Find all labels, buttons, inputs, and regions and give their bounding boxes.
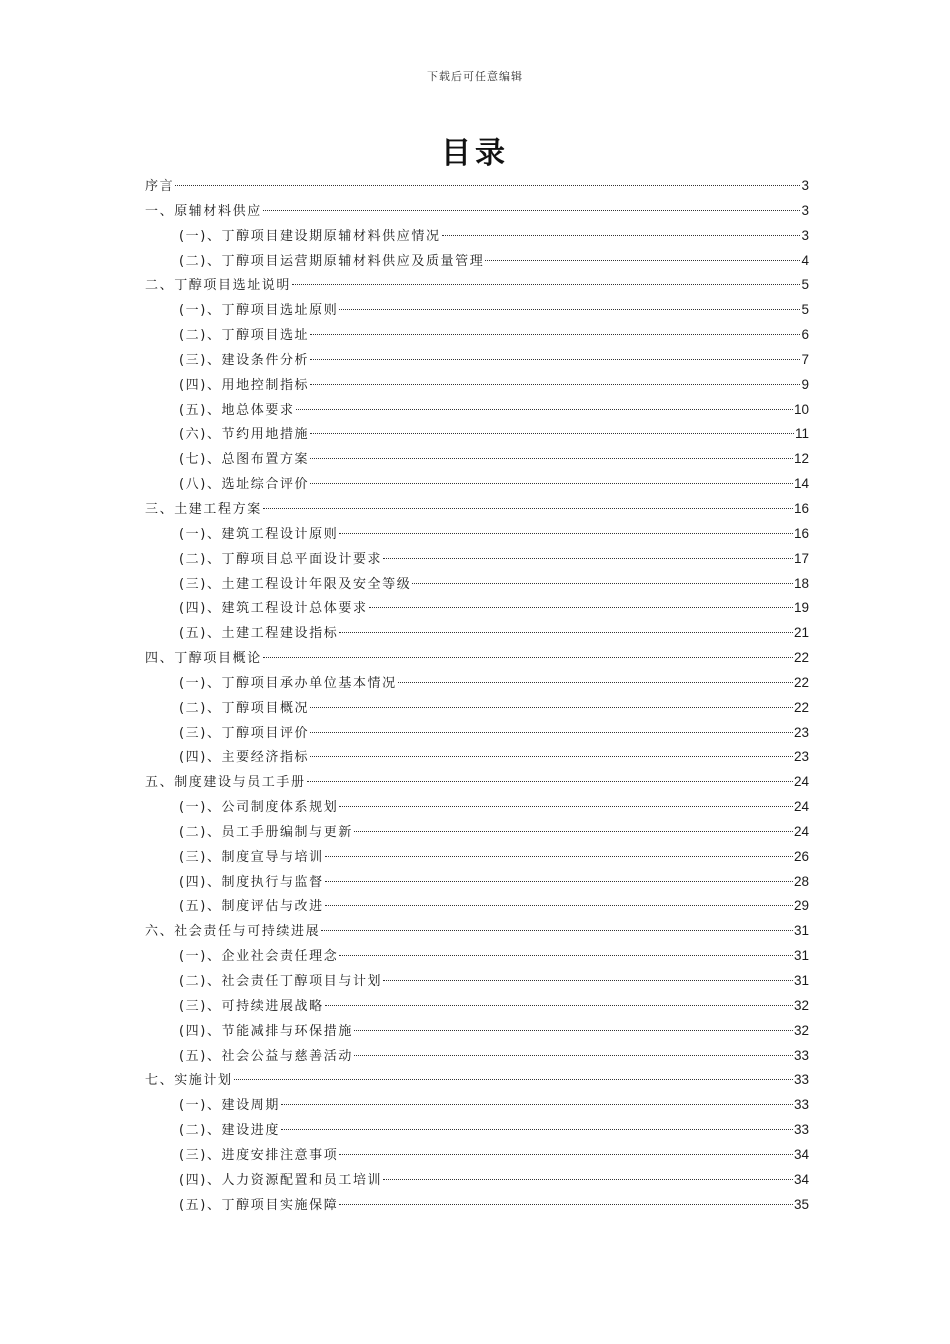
toc-section-entry[interactable] bbox=[145, 621, 809, 646]
toc-page-number: 34 bbox=[793, 1171, 809, 1187]
toc-entry-label: (二)、丁醇项目总平面设计要求 bbox=[179, 551, 383, 567]
toc-dot-leader bbox=[310, 384, 800, 385]
toc-entry-label: (二)、丁醇项目选址 bbox=[179, 328, 310, 344]
toc-page-number: 35 bbox=[793, 1196, 809, 1212]
toc-page-number: 22 bbox=[793, 650, 809, 666]
toc-dot-leader bbox=[412, 583, 793, 584]
toc-chapter-entry[interactable] bbox=[145, 199, 809, 224]
toc-section-entry[interactable] bbox=[145, 795, 809, 820]
toc-dot-leader bbox=[325, 905, 793, 906]
toc-dot-leader bbox=[442, 235, 801, 236]
toc-page-number: 26 bbox=[793, 848, 809, 864]
toc-entry-label: (三)、丁醇项目评价 bbox=[179, 725, 310, 741]
toc-page-number: 3 bbox=[801, 227, 809, 243]
toc-page-number: 32 bbox=[793, 1022, 809, 1038]
toc-dot-leader bbox=[263, 508, 793, 509]
toc-section-entry[interactable] bbox=[145, 820, 809, 845]
toc-entry-label: (二)、社会责任丁醇项目与计划 bbox=[179, 974, 383, 989]
toc-dot-leader bbox=[321, 930, 793, 931]
toc-dot-leader bbox=[354, 831, 793, 832]
toc-dot-leader bbox=[281, 1129, 793, 1130]
toc-entry-label: (三)、土建工程设计年限及安全等级 bbox=[179, 576, 412, 592]
toc-page-number: 22 bbox=[793, 674, 809, 690]
toc-dot-leader bbox=[325, 856, 793, 857]
toc-page-number: 22 bbox=[793, 699, 809, 715]
toc-entry-label: 五、制度建设与员工手册 bbox=[145, 775, 306, 791]
toc-page-number: 7 bbox=[801, 351, 809, 367]
toc-entry-label: 序言 bbox=[145, 179, 175, 194]
toc-dot-leader bbox=[296, 409, 793, 410]
toc-section-entry[interactable] bbox=[145, 696, 809, 721]
toc-page-number: 31 bbox=[793, 948, 809, 964]
toc-page-number: 31 bbox=[793, 973, 809, 988]
toc-page-number: 12 bbox=[793, 451, 809, 467]
toc-section-entry[interactable] bbox=[145, 1044, 809, 1069]
toc-entry-label: (七)、总图布置方案 bbox=[179, 452, 310, 468]
toc-dot-leader bbox=[354, 1055, 793, 1056]
toc-section-entry[interactable] bbox=[145, 870, 809, 895]
toc-chapter-entry[interactable] bbox=[145, 497, 809, 522]
toc-entry-label: (三)、建设条件分析 bbox=[179, 352, 310, 368]
toc-dot-leader bbox=[383, 1179, 793, 1180]
toc-page-number: 33 bbox=[793, 1122, 809, 1138]
page-header-note: 下载后可任意编辑 bbox=[427, 70, 523, 83]
toc-page-number: 34 bbox=[793, 1146, 809, 1162]
toc-section-entry[interactable] bbox=[145, 1168, 809, 1193]
toc-section-entry[interactable] bbox=[145, 249, 809, 274]
toc-section-entry[interactable] bbox=[145, 671, 809, 696]
toc-entry-label: (二)、丁醇项目概况 bbox=[179, 700, 310, 716]
toc-dot-leader bbox=[307, 781, 793, 782]
table-of-contents bbox=[145, 174, 809, 1217]
toc-entry-label: (一)、丁醇项目承办单位基本情况 bbox=[179, 675, 397, 691]
toc-section-entry[interactable] bbox=[145, 472, 809, 497]
toc-dot-leader bbox=[292, 284, 800, 285]
toc-entry-label: (五)、地总体要求 bbox=[179, 402, 295, 418]
toc-entry-label: (四)、用地控制指标 bbox=[179, 377, 310, 393]
toc-entry-label: (五)、土建工程建设指标 bbox=[179, 626, 339, 642]
toc-entry-label: 七、实施计划 bbox=[145, 1073, 233, 1089]
toc-page-number: 33 bbox=[793, 1047, 809, 1063]
toc-entry-label: (二)、员工手册编制与更新 bbox=[179, 824, 353, 840]
toc-dot-leader bbox=[485, 260, 800, 261]
toc-entry-label: (一)、丁醇项目选址原则 bbox=[179, 303, 339, 319]
toc-page-number: 28 bbox=[793, 873, 809, 889]
toc-dot-leader bbox=[310, 756, 793, 757]
toc-section-entry[interactable] bbox=[145, 745, 809, 770]
toc-entry-label: (三)、进度安排注意事项 bbox=[179, 1147, 339, 1163]
toc-dot-leader bbox=[234, 1079, 793, 1080]
toc-page-number: 24 bbox=[793, 774, 809, 790]
toc-page-number: 23 bbox=[793, 724, 809, 740]
toc-page-number: 18 bbox=[793, 575, 809, 591]
toc-entry-label: (四)、制度执行与监督 bbox=[179, 874, 324, 890]
toc-section-entry[interactable] bbox=[145, 373, 809, 398]
toc-section-entry[interactable] bbox=[145, 422, 809, 447]
toc-entry-label: 二、丁醇项目选址说明 bbox=[145, 278, 292, 294]
toc-page-number: 24 bbox=[793, 823, 809, 839]
toc-page-number: 16 bbox=[793, 500, 809, 516]
toc-page-number: 19 bbox=[793, 600, 809, 616]
toc-dot-leader bbox=[383, 980, 793, 981]
toc-section-entry[interactable] bbox=[145, 298, 809, 323]
toc-entry-label: 三、土建工程方案 bbox=[145, 501, 262, 517]
toc-section-entry[interactable] bbox=[145, 1093, 809, 1118]
toc-chapter-entry[interactable] bbox=[145, 273, 809, 298]
toc-page-number: 11 bbox=[794, 426, 809, 442]
toc-dot-leader bbox=[354, 1030, 793, 1031]
toc-chapter-entry[interactable] bbox=[145, 646, 809, 671]
toc-section-entry[interactable] bbox=[145, 969, 809, 994]
toc-entry-label: (三)、可持续进展战略 bbox=[179, 998, 324, 1014]
toc-dot-leader bbox=[325, 881, 793, 882]
toc-page-number: 6 bbox=[801, 327, 809, 343]
toc-entry-label: (八)、选址综合评价 bbox=[179, 477, 310, 493]
toc-entry-label: (四)、人力资源配置和员工培训 bbox=[179, 1172, 383, 1188]
toc-dot-leader bbox=[339, 533, 793, 534]
toc-section-entry[interactable] bbox=[145, 944, 809, 969]
toc-entry-label: (一)、丁醇项目建设期原辅材料供应情况 bbox=[179, 228, 441, 244]
toc-page-number: 24 bbox=[793, 799, 809, 815]
toc-entry-label: (一)、建设周期 bbox=[179, 1098, 280, 1114]
toc-dot-leader bbox=[310, 458, 793, 459]
toc-section-entry[interactable] bbox=[145, 323, 809, 348]
toc-section-entry[interactable] bbox=[145, 572, 809, 597]
toc-dot-leader bbox=[310, 707, 793, 708]
toc-dot-leader bbox=[339, 309, 800, 310]
toc-page-number: 3 bbox=[801, 178, 809, 193]
toc-entry-label: (五)、社会公益与慈善活动 bbox=[179, 1048, 353, 1064]
toc-section-entry[interactable] bbox=[145, 1193, 809, 1218]
toc-section-entry[interactable] bbox=[145, 994, 809, 1019]
toc-dot-leader bbox=[339, 632, 793, 633]
toc-chapter-entry[interactable] bbox=[145, 919, 809, 944]
toc-section-entry[interactable] bbox=[145, 348, 809, 373]
toc-section-entry[interactable] bbox=[145, 596, 809, 621]
toc-entry-label: (二)、丁醇项目运营期原辅材料供应及质量管理 bbox=[179, 253, 485, 269]
toc-entry-label: (五)、丁醇项目实施保障 bbox=[179, 1197, 339, 1213]
toc-entry-label: (一)、公司制度体系规划 bbox=[179, 800, 339, 816]
toc-page-number: 32 bbox=[793, 997, 809, 1013]
toc-dot-leader bbox=[398, 682, 793, 683]
toc-page-number: 4 bbox=[801, 252, 809, 268]
toc-dot-leader bbox=[369, 607, 793, 608]
toc-page-number: 5 bbox=[801, 277, 809, 293]
toc-page-number: 21 bbox=[793, 625, 809, 641]
toc-section-entry[interactable] bbox=[145, 522, 809, 547]
toc-entry-label: 一、原辅材料供应 bbox=[145, 203, 262, 219]
toc-dot-leader bbox=[175, 185, 800, 186]
toc-chapter-entry[interactable] bbox=[145, 1068, 809, 1093]
toc-entry-label: (一)、建筑工程设计原则 bbox=[179, 526, 339, 542]
toc-entry-label: (五)、制度评估与改进 bbox=[179, 899, 324, 915]
toc-entry-label: (四)、节能减排与环保措施 bbox=[179, 1023, 353, 1039]
toc-section-entry[interactable] bbox=[145, 547, 809, 572]
toc-page-number: 33 bbox=[793, 1097, 809, 1113]
toc-dot-leader bbox=[325, 1005, 793, 1006]
toc-section-entry[interactable] bbox=[145, 894, 809, 919]
toc-entry-label: (四)、主要经济指标 bbox=[179, 750, 310, 766]
toc-section-entry[interactable] bbox=[145, 1118, 809, 1143]
toc-section-entry[interactable] bbox=[145, 721, 809, 746]
toc-page-number: 10 bbox=[793, 401, 809, 417]
toc-chapter-entry[interactable] bbox=[145, 174, 809, 199]
toc-page-number: 31 bbox=[793, 923, 809, 939]
toc-dot-leader bbox=[310, 433, 794, 434]
toc-dot-leader bbox=[263, 210, 801, 211]
toc-section-entry[interactable] bbox=[145, 224, 809, 249]
toc-dot-leader bbox=[310, 483, 793, 484]
toc-page-number: 23 bbox=[793, 749, 809, 765]
toc-entry-label: (一)、企业社会责任理念 bbox=[179, 949, 339, 965]
toc-section-entry[interactable] bbox=[145, 1143, 809, 1168]
toc-page-number: 5 bbox=[801, 302, 809, 318]
toc-page-number: 33 bbox=[793, 1072, 809, 1088]
toc-title: 目录 bbox=[441, 136, 509, 171]
toc-entry-label: 六、社会责任与可持续进展 bbox=[145, 924, 321, 940]
toc-page-number: 14 bbox=[793, 476, 809, 492]
toc-entry-label: (四)、建筑工程设计总体要求 bbox=[179, 601, 368, 617]
toc-page-number: 29 bbox=[793, 898, 809, 914]
toc-dot-leader bbox=[339, 806, 793, 807]
toc-dot-leader bbox=[383, 558, 793, 559]
toc-page-number: 3 bbox=[801, 202, 809, 218]
toc-dot-leader bbox=[339, 1154, 793, 1155]
toc-dot-leader bbox=[310, 334, 800, 335]
toc-dot-leader bbox=[263, 657, 793, 658]
toc-dot-leader bbox=[339, 1204, 793, 1205]
toc-dot-leader bbox=[281, 1104, 793, 1105]
toc-chapter-entry[interactable] bbox=[145, 770, 809, 795]
toc-entry-label: 四、丁醇项目概论 bbox=[145, 651, 262, 667]
toc-page-number: 16 bbox=[793, 525, 809, 541]
toc-section-entry[interactable] bbox=[145, 845, 809, 870]
toc-section-entry[interactable] bbox=[145, 1019, 809, 1044]
toc-dot-leader bbox=[310, 732, 793, 733]
toc-dot-leader bbox=[339, 955, 793, 956]
toc-entry-label: (六)、节约用地措施 bbox=[179, 427, 310, 443]
toc-page-number: 17 bbox=[793, 550, 809, 566]
toc-entry-label: (二)、建设进度 bbox=[179, 1123, 280, 1139]
toc-dot-leader bbox=[310, 359, 800, 360]
toc-section-entry[interactable] bbox=[145, 398, 809, 423]
toc-page-number: 9 bbox=[801, 376, 809, 392]
toc-entry-label: (三)、制度宣导与培训 bbox=[179, 849, 324, 865]
toc-section-entry[interactable] bbox=[145, 447, 809, 472]
